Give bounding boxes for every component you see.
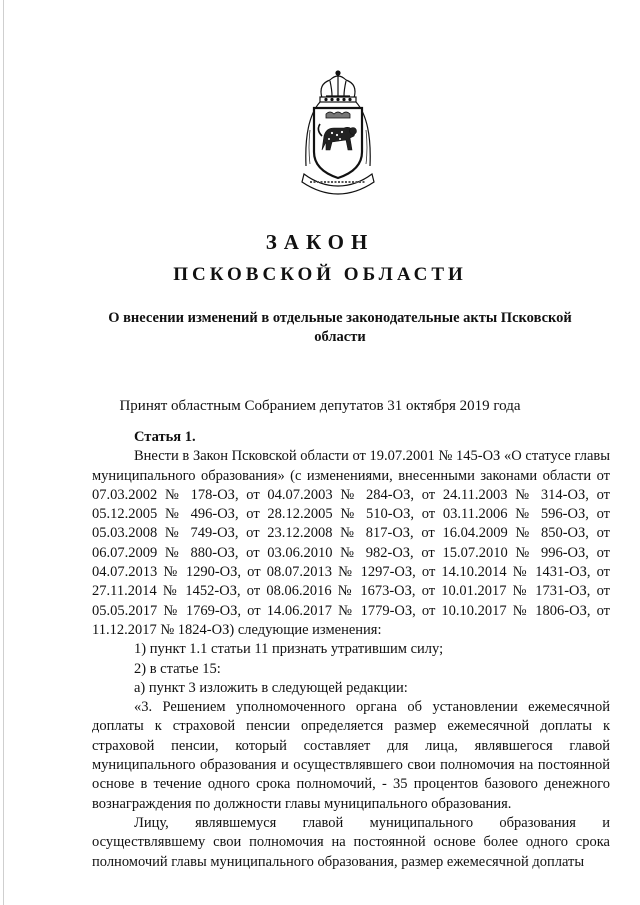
scan-edge-line (3, 0, 4, 905)
document-title: ЗАКОН (265, 230, 375, 254)
document-subtitle: О внесении изменений в отдельные законодательные акты Псковской области (108, 310, 572, 345)
list-item: 2) в статье 15: (134, 660, 221, 677)
paragraph: Внести в Закон Псковской области от 19.07.2001 № 145-ОЗ «О статусе главы муниципального образования» (с изменениями, внесенными законами области от 07.03.2002 № 178-ОЗ, от 04.07.2003 № 284-ОЗ, от 24.11.2003 № 314-ОЗ, от 05.12.2005 № 496-ОЗ, от 28.12.2005 № 510-ОЗ, от 03.11.2006 № 596-ОЗ, от 05.03.2008 № 749-ОЗ, от 23.12.2008 № 817-ОЗ, от 16.04.2009 № 850-ОЗ, от 06.07.2009 № 880-ОЗ, от 03.06.2010 № 982-ОЗ, от 15.07.2010 № 996-ОЗ, от 04.07.2013 № 1290-ОЗ, от 08.07.2013 № 1297-ОЗ, от 14.10.2014 № 1431-ОЗ, от 27.11.2014 № 1452-ОЗ, от 08.06.2016 № 1673-ОЗ, от 10.01.2017 № 1731-ОЗ, от 05.05.2017 № 1769-ОЗ, от 14.06.2017 № 1779-ОЗ, от 10.10.2017 № 1806-ОЗ, от 11.12.2017 № 1824-ОЗ) следующие изменения: (92, 448, 610, 638)
paragraph: «3. Решением уполномоченного органа об установлении ежемесячной доплаты к страховой пенсии определяется размер ежемесячной доплаты к страховой пенсии, который составляет для лица, являвшегося главой муниципального образования и осуществлявшего свои полномочия на постоянной основе в течение одного срока полномочий, - 35 процентов базового денежного вознаграждения по должности главы муниципального образования. (92, 699, 610, 812)
document-region: ПСКОВСКОЙ ОБЛАСТИ (173, 264, 467, 285)
coat-of-arms-emblem (296, 70, 380, 198)
article-heading: Статья 1. (134, 429, 196, 445)
paragraph: Лицу, являвшемуся главой муниципального образования и осуществлявшему свои полномочия на постоянной основе более одного срока полномочий главы муниципального образования, размер ежемесячной доплаты (92, 814, 610, 870)
adoption-note: Принят областным Собранием депутатов 31 октября 2019 года (119, 398, 521, 414)
list-item: а) пункт 3 изложить в следующей редакции: (134, 679, 408, 696)
list-item: 1) пункт 1.1 статьи 11 признать утратившим силу; (134, 641, 444, 658)
document-body (92, 428, 610, 872)
